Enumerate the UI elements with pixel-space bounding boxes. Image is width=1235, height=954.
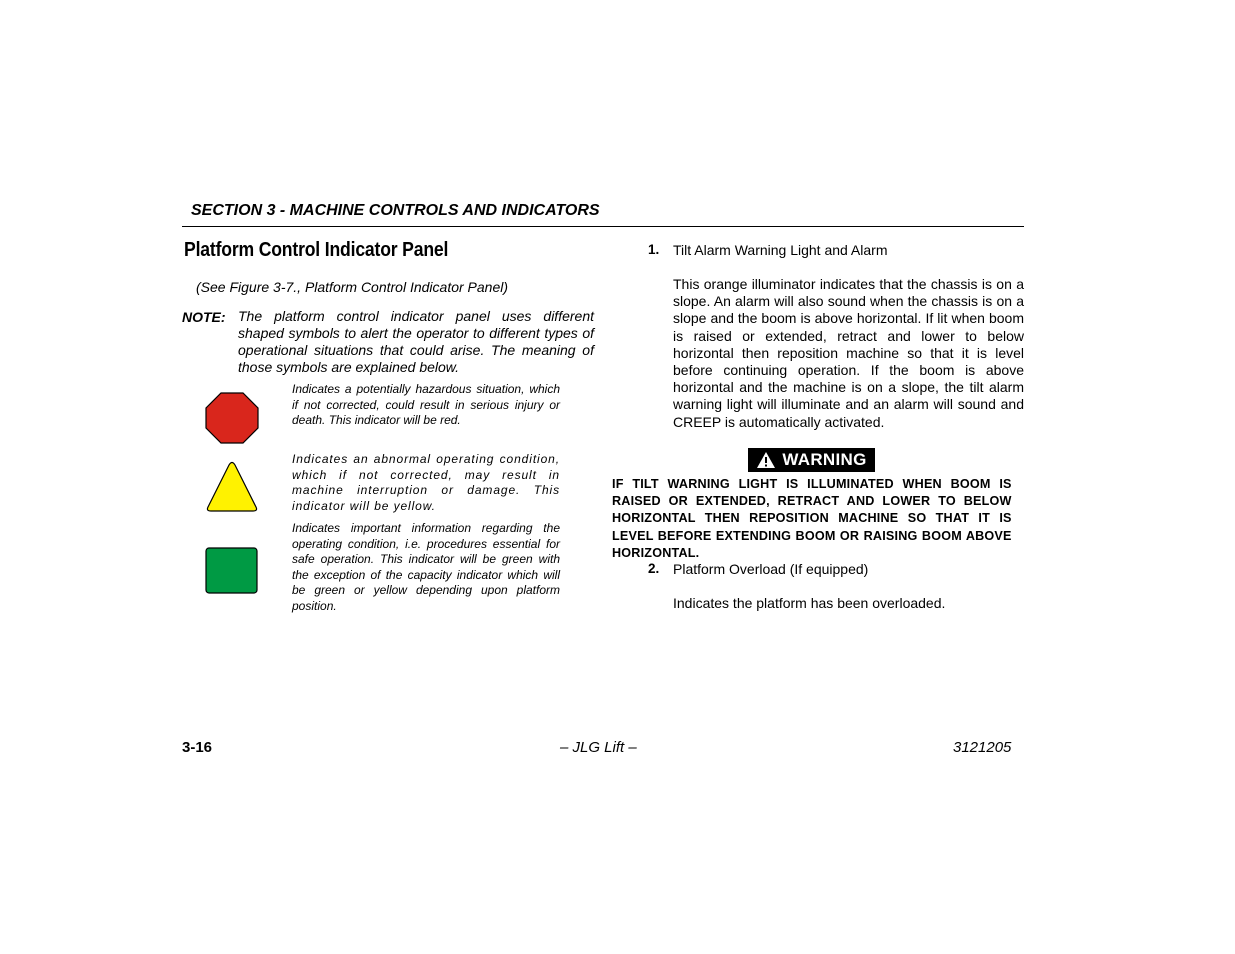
warning-triangle-icon [756, 451, 776, 469]
footer-center: – JLG Lift – [560, 739, 637, 756]
symbol-description-green: Indicates important information regarding the operating condition, i.e. procedures essential for safe operation. This indicator will be green with the exception of the capacity indicator which will be green or yellow depending upon platform position. [292, 521, 560, 613]
green-square-icon [205, 547, 259, 595]
header-rule [182, 226, 1024, 227]
section-header: SECTION 3 - MACHINE CONTROLS AND INDICATORS [191, 202, 600, 219]
item-body-2: Indicates the platform has been overloaded. [673, 595, 946, 611]
footer-doc-number: 3121205 [953, 739, 1012, 756]
item-number-2: 2. [648, 561, 660, 576]
red-octagon-icon [205, 392, 259, 444]
warning-text: IF TILT WARNING LIGHT IS ILLUMINATED WHEN BOOM IS RAISED OR EXTENDED, RETRACT AND LOWER TO BELOW HORIZONTAL THEN REPOSITION MACHINE SO THAT IT IS LEVEL BEFORE EXTENDING BOOM OR RAISING BOOM ABOVE HORIZONTAL. [612, 476, 1012, 560]
item-body-1: This orange illuminator indicates that the chassis is on a slope. An alarm will also sound when the chassis is on a slope and the boom is above horizontal. If lit when boom is raised or extended, retract and lower to below horizontal then reposition machine so that it is level before continuing operation. If the boom is above horizontal and the machine is on a slope, the tilt alarm warning light will illuminate and an alarm will sound and CREEP is automatically activated. [673, 276, 1024, 430]
footer-page-number: 3-16 [182, 739, 213, 756]
warning-label: WARNING [782, 450, 867, 469]
item-number-1: 1. [648, 242, 660, 257]
note-text: The platform control indicator panel uses different shaped symbols to alert the operator to different types of operational situations that could arise. The meaning of those symbols are explained below. [238, 308, 594, 375]
note-label: NOTE: [182, 309, 226, 325]
symbol-description-red: Indicates a potentially hazardous situation, which if not corrected, could result in serious injury or death. This indicator will be red. [292, 382, 560, 428]
yellow-triangle-icon [205, 461, 259, 513]
item-title-2: Platform Overload (If equipped) [673, 561, 869, 577]
symbol-description-yellow: Indicates an abnormal operating condition, which if not corrected, may result in machine interruption or damage. This indicator will be yellow. [292, 452, 560, 513]
page-title: Platform Control Indicator Panel [184, 239, 449, 261]
figure-reference: (See Figure 3-7., Platform Control Indicator Panel) [196, 279, 509, 295]
warning-badge [748, 448, 875, 472]
item-title-1: Tilt Alarm Warning Light and Alarm [673, 242, 888, 258]
